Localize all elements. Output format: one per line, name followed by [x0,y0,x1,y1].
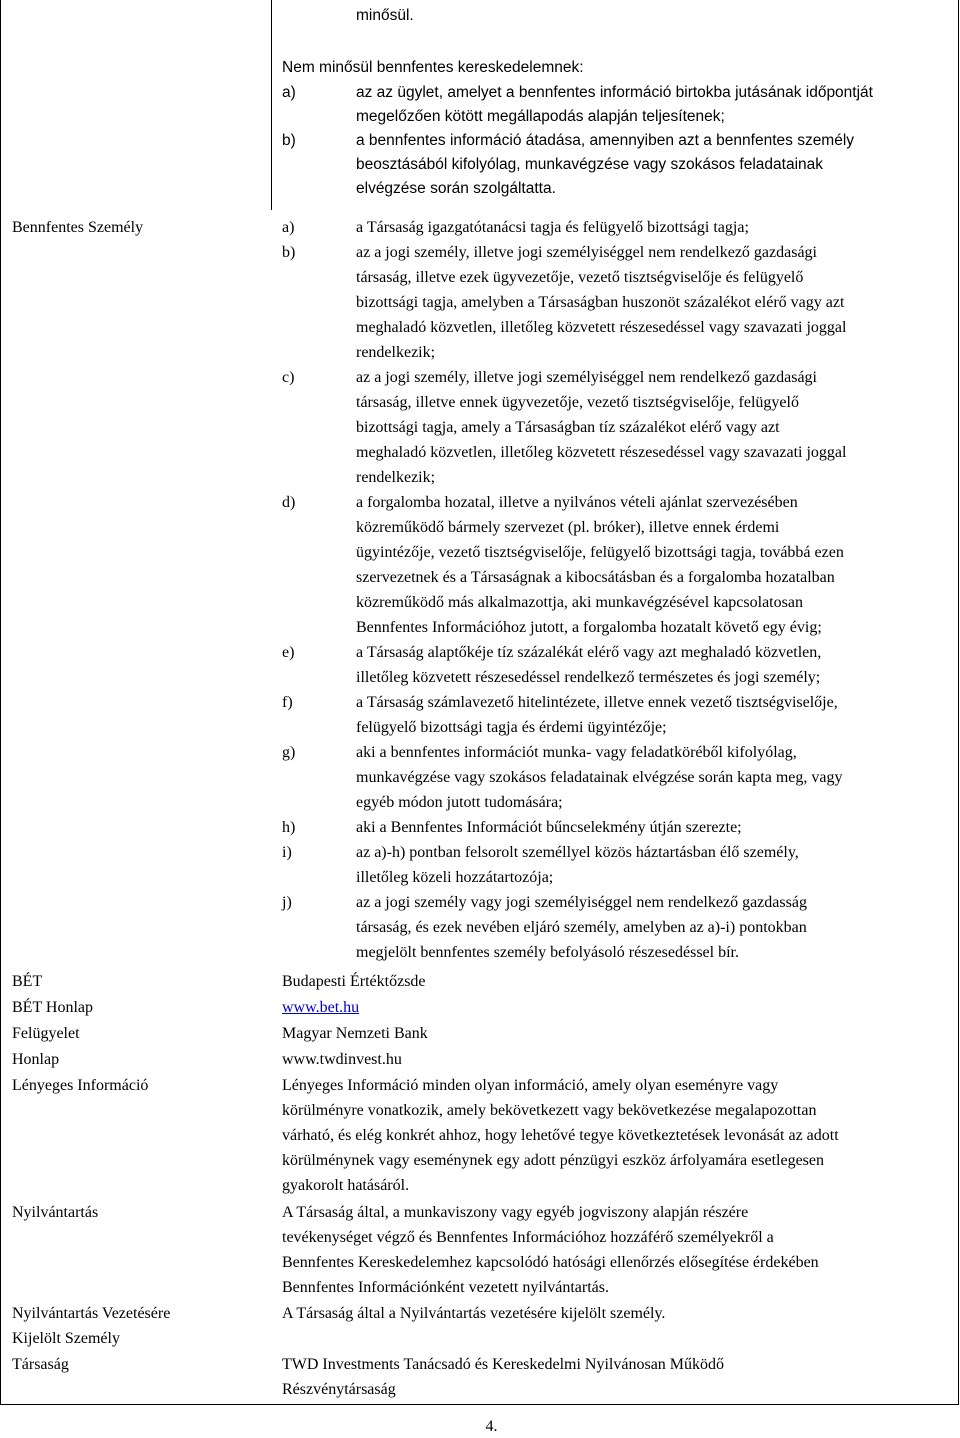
insider-item-line: meghaladó közvetlen, illetőleg közvetett részesedéssel vagy szavazati joggal [356,444,847,461]
definition-text: tevékenységet végző és Bennfentes Információhoz hozzáférő személyekről a [282,1229,774,1246]
insider-item-line: az a)-h) pontban felsorolt személlyel közös háztartásban élő személy, [356,844,799,861]
insider-item-marker: e) [282,644,295,661]
definition-term: Kijelölt Személy [12,1330,120,1347]
insider-item-line: rendelkezik; [356,344,436,361]
insider-item-line: egyéb módon jutott tudomására; [356,794,563,811]
definition-term: BÉT [12,973,43,990]
insider-item-marker: a) [282,219,295,236]
insider-item-line: Bennfentes Információhoz jutott, a forgalomba hozatalt követő egy évig; [356,619,822,636]
insider-item-line: a Társaság alaptőkéje tíz százalékát elérő vagy azt meghaladó közvetlen, [356,644,822,661]
exclusion-line: az az ügylet, amelyet a bennfentes információ birtokba jutásának időpontját [356,84,873,101]
insider-item-line: illetőleg közeli hozzátartozója; [356,869,554,886]
exclusion-marker: a) [282,84,296,101]
definition-term: Honlap [12,1051,60,1068]
exclusion-line: elvégzése során szolgáltatta. [356,180,556,197]
insider-item-line: aki a bennfentes információt munka- vagy feladatköréből kifolyólag, [356,744,797,761]
exclusion-line: a bennfentes információ átadása, amennyiben azt a bennfentes személy [356,132,855,149]
insider-item-line: társaság, illetve ennek ügyvezetője, vezető tisztségviselője, felügyelő [356,394,799,411]
insider-item-marker: i) [282,844,292,861]
definition-text: A Társaság által, a munkaviszony vagy egyéb jogviszony alapján részére [282,1204,749,1221]
definition-term: BÉT Honlap [12,999,94,1016]
insider-item-line: a Társaság számlavezető hitelintézete, illetve ennek vezető tisztségviselője, [356,694,838,711]
insider-item-marker: d) [282,494,296,511]
definition-text: körülménynek vagy eseménynek egy adott pénzügyi eszköz árfolyamára esetlegesen [282,1152,825,1169]
insider-item-line: a Társaság igazgatótanácsi tagja és felügyelő bizottsági tagja; [356,219,749,236]
insider-item-line: társaság, és ezek nevében eljáró személy, amelyben az a)-i) pontokban [356,919,807,936]
insider-item-line: szervezetnek és a Társaságnak a kibocsátásban és a forgalomba hozatalban [356,569,835,586]
insider-item-line: rendelkezik; [356,469,436,486]
exclusion-line: beosztásából kifolyólag, munkavégzése vagy szokásos feladatainak [356,156,823,173]
definition-text: A Társaság által a Nyilvántartás vezetésére kijelölt személy. [282,1305,666,1322]
definition-text: várható, és elég konkrét ahhoz, hogy lehetővé tegye következtetések levonását az adott [282,1127,839,1144]
insider-item-line: az a jogi személy, illetve jogi személyiséggel nem rendelkező gazdasági [356,369,817,386]
term-bennfentes-szemely: Bennfentes Személy [12,219,144,236]
insider-item-line: közreműködő más alkalmazottja, aki munkavégzésével kapcsolatosan [356,594,803,611]
insider-item-line: munkavégzése vagy szokásos feladatainak elvégzése során kapta meg, vagy [356,769,843,786]
insider-item-line: az a jogi személy, illetve jogi személyiséggel nem rendelkező gazdasági [356,244,817,261]
table-column-divider [271,0,272,210]
insider-item-line: megjelölt bennfentes személy befolyásoló részesedéssel bír. [356,944,739,961]
insider-item-marker: h) [282,819,296,836]
definition-text: Részvénytársaság [282,1381,396,1398]
insider-item-line: bizottsági tagja, amelyben a Társaságban huszonöt százalékot elérő vagy azt [356,294,845,311]
definition-text: gyakorolt hatásáról. [282,1177,410,1194]
definition-text: Lényeges Információ minden olyan információ, amely olyan eseményre vagy [282,1077,779,1094]
definition-text: Budapesti Értéktőzsde [282,973,426,990]
bet-website-link[interactable]: www.bet.hu [282,999,360,1016]
table-bottom-border [0,1404,959,1405]
insider-item-line: bizottsági tagja, amely a Társaságban tíz százalékot elérő vagy azt [356,419,780,436]
insider-item-line: társaság, illetve ezek ügyvezetője, vezető tisztségviselője és felügyelő [356,269,804,286]
definition-text: Bennfentes Kereskedelemhez kapcsolódó hatósági ellenőrzés elősegítése érdekében [282,1254,819,1271]
insider-item-line: aki a Bennfentes Információt bűncselekmény útján szerezte; [356,819,742,836]
definition-text: TWD Investments Tanácsadó és Kereskedelmi Nyilvánosan Működő [282,1356,725,1373]
insider-item-marker: b) [282,244,296,261]
definition-term: Társaság [12,1356,69,1373]
definition-text: körülményre vonatkozik, amely bekövetkezett vagy bekövetkezése megalapozottan [282,1102,817,1119]
insider-item-line: felügyelő bizottsági tagja és érdemi ügyintézője; [356,719,667,736]
page-number: 4. [485,1418,498,1435]
definition-term: Nyilvántartás Vezetésére [12,1305,171,1322]
insider-item-marker: c) [282,369,295,386]
table-left-border [0,0,1,1404]
insider-item-marker: g) [282,744,296,761]
exclusion-heading: Nem minősül bennfentes kereskedelemnek: [282,59,584,76]
exclusion-marker: b) [282,132,296,149]
insider-item-line: illetőleg közvetett részesedéssel rendelkező természetes és jogi személy; [356,669,821,686]
insider-item-line: a forgalomba hozatal, illetve a nyilvános vételi ajánlat szervezésében [356,494,798,511]
insider-item-line: az a jogi személy vagy jogi személyiséggel nem rendelkező gazdasság [356,894,807,911]
insider-item-marker: f) [282,694,293,711]
definition-text: Bennfentes Információnként vezetett nyilvántartás. [282,1279,609,1296]
table-right-border [958,0,959,1404]
insider-item-line: meghaladó közvetlen, illetőleg közvetett részesedéssel vagy szavazati joggal [356,319,847,336]
definition-term: Felügyelet [12,1025,80,1042]
insider-item-line: közreműködő bármely szervezet (pl. bróker), illetve ennek érdemi [356,519,780,536]
insider-item-line: ügyintézője, vezető tisztségviselője, felügyelő bizottsági tagja, továbbá ezen [356,544,844,561]
insider-item-marker: j) [282,894,292,911]
intro-tail-text: minősül. [356,7,414,24]
definition-text: www.twdinvest.hu [282,1051,402,1068]
definition-term: Lényeges Információ [12,1077,149,1094]
exclusion-line: megelőzően kötött megállapodás alapján teljesítenek; [356,108,725,125]
definition-term: Nyilvántartás [12,1204,99,1221]
definition-text: Magyar Nemzeti Bank [282,1025,428,1042]
